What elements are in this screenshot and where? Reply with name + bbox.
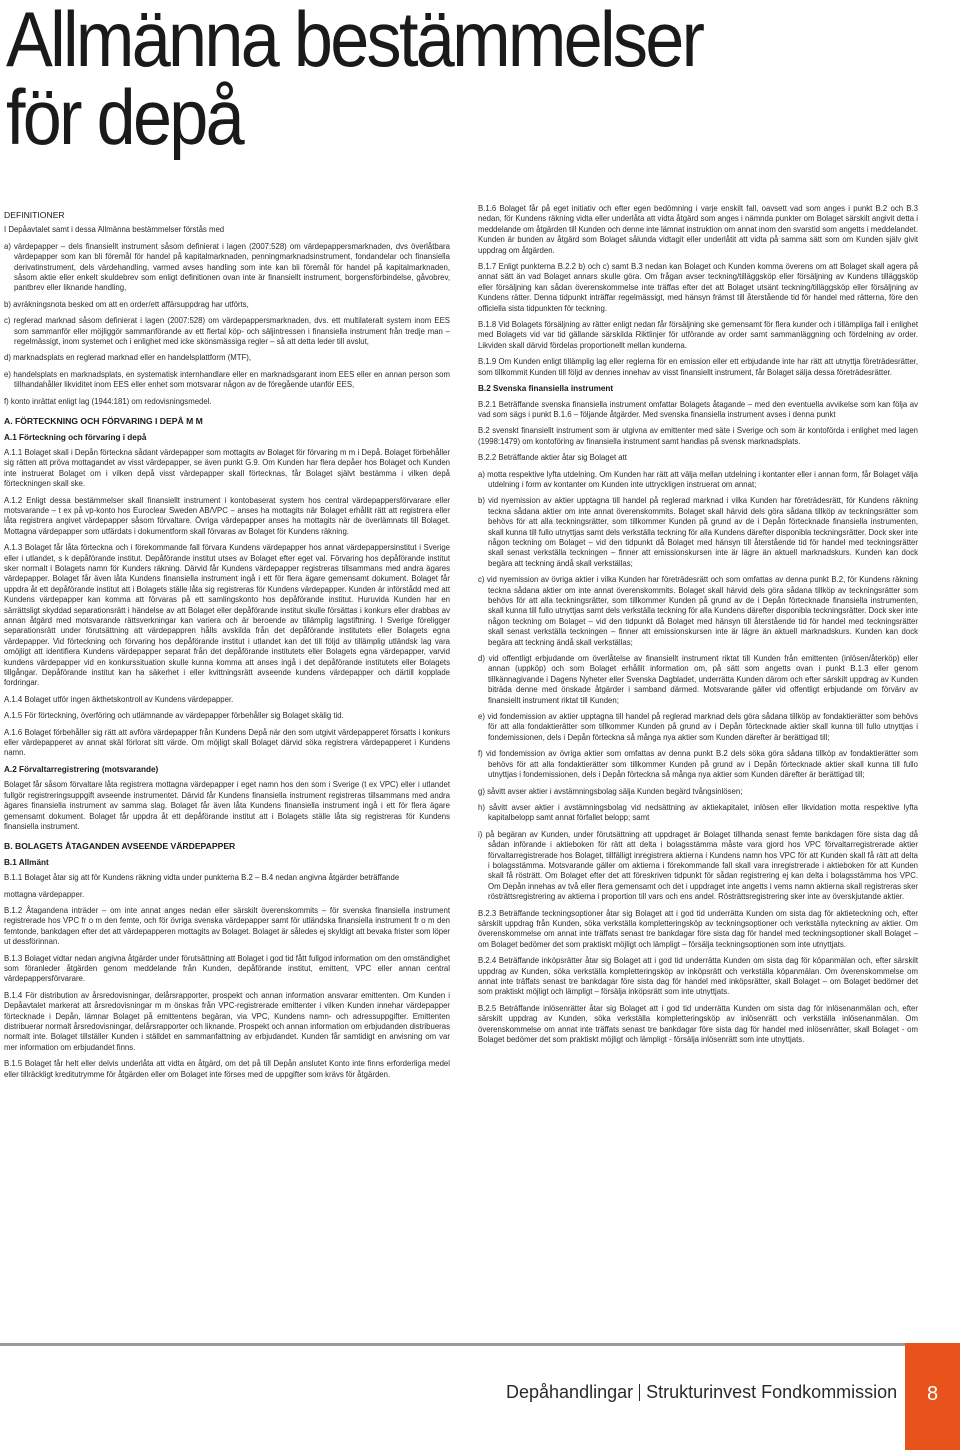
clause-b24: B.2.4 Beträffande inköpsrätter åtar sig Bolaget att i god tid underrätta Kunden om sista dag för köpanmälan och, efter särskilt uppdrag av Kunden, söka verkställa kompletteringsköp av inköpsrätt och verkställa köpanmälan. Om överenskommelse om annat inte träffats senast tre bankdagar före sista dag för handel med inköpsrätter, skall Bolaget – om Bolaget bedömer det som praktiskt möjligt och lämpligt – försälja inköpsrätt som inte utnyttjats. <box>478 956 918 997</box>
clause-b22-a: a) motta respektive lyfta utdelning. Om Kunden har rätt att välja mellan utdelning i kontanter eller i annan form, får Bolaget välja utdelning i form av kontanter om Kunden inte uttryckligen instruerat om annat; <box>478 469 918 489</box>
clause-b13: B.1.3 Bolaget vidtar nedan angivna åtgärder under förutsättning att Bolaget i god tid fått fullgod information om den omständighet som föranleder åtgärden genom meddelande från Kunden, depåförande institut, emittent, VPC eller annan central värdepappersförvarare. <box>4 953 450 984</box>
page-title <box>6 0 703 161</box>
definition-d: d) marknadsplats en reglerad marknad eller en handelsplattform (MTF), <box>4 353 252 363</box>
clause-b11: B.1.1 Bolaget åtar sig att för Kundens räkning vidta under punkterna B.2 – B.4 nedan angivna åtgärder beträffande <box>4 873 400 883</box>
definition-f: f) konto inrättat enligt lag (1944:181) om redovisningsmedel. <box>4 396 212 406</box>
clause-b22-i: i) på begäran av Kunden, under förutsättning att uppdraget är Bolaget tillhanda senast femte bankdagen före sista dag då sådan införande i aktieboken för rätt att delta i bolagsstämma måste vara gjord hos VPC förvaltarregistrerade aktier förvaltarregistrerade hos Bolaget, tillfälligt inregistrera aktierna i Kundens namn hos VPC för att Kunden skall få rätt att delta i bolagsstämma. Motsvarande gäller om aktierna i förekommande fall skall vara inregistrerade i aktieboken för att Kunden skall få rösträtt. Om Bolaget efter det att föreskriven tidpunkt för sådan registrering ej kan delta i bolagsstämma hos VPC. Om Depån innehas av två eller flera gemensamt och det i uppdraget inte angetts i vems namn aktierna skall registreras sker rösträttsregistrering av aktierna i proportion till vars och ens andel. Rösträttsregistrering sker inte av överskjutande aktier. <box>478 829 918 902</box>
clause-a12: A.1.2 Enligt dessa bestämmelser skall finansiellt instrument i kontobaserat system hos central värdepappersförvarare eller motsvarande – t ex på vp-konto hos Euroclear Sweden AB/VPC – anses ha mottagits när Bolaget erhållit rätt att registrera eller låta registrera angivet värdepapper såsom förvaltare. Övriga värdepapper anses ha mottagits när de överlämnats till Bolaget. Mottagna värdepapper som utfärdats i dokumentform skall förvaras av Bolaget för Kundens räkning. <box>4 495 450 536</box>
clause-b19: B.1.9 Om Kunden enligt tillämplig lag eller reglerna för en emission eller ett erbjudande inte har rätt att utnyttja företrädesrätter, som tillkommit Kunden till följd av dennes innehav av visst finansiellt instrument, får Bolaget sälja dessa företrädesrätter. <box>478 357 918 377</box>
section-a-heading: A. FÖRTECKNING OCH FÖRVARING I DEPÅ M M <box>4 416 203 427</box>
definition-b: b) avräkningsnota besked om att en order/ett affärsuppdrag har utförts, <box>4 299 249 309</box>
clause-a16: A.1.6 Bolaget förbehåller sig rätt att avföra värdepapper från Kundens Depå när den som utgivit värdepapperet försatts i konkurs eller värdepapperet av annat skäl förlorat sitt värde. Om möjligt skall Bolaget därvid söka registrera värdepapperet i Kundens namn. <box>4 727 450 758</box>
clause-a2: Bolaget får såsom förvaltare låta registrera mottagna värdepapper i eget namn hos den som i Sverige (t ex VPC) eller i utlandet fullgör registreringsuppgift avseende instrumentet. Därvid får Kundens finansiella instrument registreras tillsammans med andra ägares finansiella instrument av samma slag. Bolaget får även låta Kundens finansiella instrument ingå i ett för flera ägare gemensamt dokument. Bolaget får uppdra åt ett depåförande institut att i Bolagets ställe låta sig registreras för Kundens finansiella instrument. <box>4 780 450 831</box>
clause-b11-cont: mottagna värdepapper. <box>4 889 85 899</box>
section-a1-heading: A.1 Förteckning och förvaring i depå <box>4 432 147 442</box>
right-column <box>478 204 918 1051</box>
clause-a11: A.1.1 Bolaget skall i Depån förteckna sådant värdepapper som mottagits av Bolaget för förvaring m m i Depå. Bolaget förbehåller sig rätten att pröva mottagandet av visst värdepapper, se även punkt G.9. Om Kunden har flera depåer hos Bolaget och Kunden inte instruerat Bolaget om i vilken depå visst värdepapper skall förtecknas, får Bolaget självt bestämma i vilken depå förteckningen skall ske. <box>4 447 450 489</box>
clause-a15: A.1.5 För förteckning, överföring och utlämnande av värdepapper förbehåller sig Bolaget skälig tid. <box>4 711 344 721</box>
clause-b22-e: e) vid fondemission av aktier upptagna till handel på reglerad marknad dels göra sådana tillköp av fondaktierätter som behövs för att alla fondaktierätter som tillkommer Kunden på grund av i Depån förtecknade aktier skall kunna till fullo utnyttjas i fondemissionen, dels i Depån förteckna så många nya aktier som Kunden därefter är berättigad till; <box>478 712 918 742</box>
clause-b22: B.2.2 Beträffande aktier åtar sig Bolaget att <box>478 453 627 463</box>
footer-divider <box>0 1343 905 1346</box>
title-line-2: för depå <box>6 73 242 161</box>
footer-company: Strukturinvest Fondkommission <box>646 1382 898 1402</box>
section-a2-heading: A.2 Förvaltarregistrering (motsvarande) <box>4 764 159 774</box>
clause-b21: B.2.1 Beträffande svenska finansiella instrument omfattar Bolagets åtagande – med den eventuella avvikelse som kan följa av vad som sägs i punkt B.1.6 – följande åtgärder. Med svenska finansiella instrument avses i denna punkt <box>478 399 918 419</box>
clause-b22-f: f) vid fondemission av övriga aktier som omfattas av denna punkt B.2 dels söka göra sådana tillköp av fondaktierätter som behövs för att alla fondaktierätter som tillkommer Kunden på grund av i Depån förtecknade aktier skall kunna till fullo utnyttjas i fondemissionen, dels i Depån förteckna så många nya aktier som Kunden därefter är berättigad till; <box>478 749 918 780</box>
clause-b22-g: g) såvitt avser aktier i avstämningsbolag sälja Kunden begärd tvångsinlösen; <box>478 786 743 796</box>
definition-a: a) värdepapper – dels finansiellt instrument såsom definierat i lagen (2007:528) om värdepappersmarknaden, dvs överlåtbara värdepapper som kan bli föremål för handel på kapitalmarknaden, penningmarknadsinstrument, fondandelar och finansiella derivatinstrument, dels värdehandling, varmed avses handling som inte kan bli föremål för handel på kapitalmarknaden, såsom aktie eller enkelt skuldebrev som enligt definitionen ovan inte är finansiellt instrument, borgensförbindelse, gåvobrev, pantbrev eller liknande handling, <box>4 241 450 293</box>
section-b2-heading: B.2 Svenska finansiella instrument <box>478 384 614 394</box>
title-line-1: Allmänna bestämmelser <box>6 0 703 83</box>
clause-b17: B.1.7 Enligt punkterna B.2.2 b) och c) samt B.3 nedan kan Bolaget och Kunden komma överens om att Bolaget skall agera på annat sätt än vad Bolaget annars skulle göra. Om frågan avser teckning/tilläggsköp eller försäljning av Kundens tilläggsköp eller försäljning kan sådan överenskommelse inte träffas efter det att Bolaget utsänt teckning/tilläggsköp eller försäljning av Kundens rätter. Denna tidpunkt inträffar regelmässigt, med hänsyn främst till återstående tid för handel med rätterna, före den officiella sista tidpunkten för teckning. <box>478 262 918 313</box>
clause-a14: A.1.4 Bolaget utför ingen äkthetskontroll av Kundens värdepapper. <box>4 694 234 704</box>
page-number-box <box>905 1343 960 1450</box>
clause-b22-d: d) vid offentligt erbjudande om överlåtelse av finansiellt instrument riktat till Kunden från emittenten (inlösen/återköp) eller annan (uppköp) och som Bolaget erhållit information om, på sätt som angetts ovan i punkt B.1.3 eller genom tillkännagivande i Dagens Nyheter eller Svenska Dagbladet, underrätta Kunden därom och efter särskilt uppdrag av Kunden biträda denne med önskade åtgärder i samband därmed. Motsvarande gäller vid offentligt erbjudande om förvärv av finansiellt instrument riktat till Kunden; <box>478 654 918 705</box>
clause-b14: B.1.4 För distribution av årsredovisningar, delårsrapporter, prospekt och annan information ansvarar emittenten. Om Kunden i Depåavtalet markerat att årsredovisningar m m önskas från VPC-registrerade emittenter i vilken Kunden innehar värdepapper förtecknade i Depån, lämnar Bolaget på emittentens begäran, via VPC, Kundens namn- och adressuppgifter. Emittenten distribuerar normalt årsredovisningar, delårsrapporter och liknande. Prospekt och annan information om erbjudanden distribueras normalt inte. Bolaget tillställer Kunden i ställdet en sammanfattning av erbjudandet. Kunden får samtidigt en anvisning om var mer information om erbjudandet finns. <box>4 990 450 1052</box>
definition-c: c) reglerad marknad såsom definierat i lagen (2007:528) om värdepappersmarknaden, dvs. ett multilateralt system inom EES som sammanför eller möjliggör sammanförande av ett flertal köp- och säljintressen i finansiella instrument från tredje man – regelmässigt, inom systemet och i enlighet med icke skönsmässiga regler – så att detta leder till avslut, <box>4 316 450 347</box>
clause-b22-c: c) vid nyemission av övriga aktier i vilka Kunden har företrädesrätt och som omfattas av denna punkt B.2, för Kundens räkning teckna sådana aktier om inte annat överenskommits. Bolaget skall härvid dels göra sådana tillköp av teckningsrätter som behövs för att alla teckningsrätter, som tillkommer Kunden på grund av de i Depån förtecknade finansiella instrumenten, skall kunna till fullo utnyttjas samt dels verkställa teckning för alla Kundens därefter disponibla teckningsrätter. Dock sker inte någon teckning om Bolaget – vid den tidpunkt då Bolaget med hänsyn till återstående tid för handel med teckningsrätter skall senast verkställa teckningen – finner att emissionskursen inte är lägre än aktuell marknadskurs. Kunden kan dock begära att teckning ändå skall verkställas; <box>478 575 918 647</box>
definitions-heading: DEFINITIONER <box>4 210 65 220</box>
clause-b23: B.2.3 Beträffande teckningsoptioner åtar sig Bolaget att i god tid underrätta Kunden om sista dag för aktieteckning och, efter särskilt uppdrag från Kunden, söka verkställa kompletteringsköp av teckningsoptioner och verkställa nyteckning av aktier. Om överenskommelse om annat inte träffats senast tre bankdagar före sista dag för handel med teckningsoptioner skall Bolaget – om Bolaget bedömer det som praktiskt möjligt och lämpligt – försälja teckningsoptionen som inte utnyttjats. <box>478 908 918 949</box>
left-column <box>4 206 450 1086</box>
footer-doc-name: Depåhandlingar <box>506 1382 634 1402</box>
clause-b15: B.1.5 Bolaget får helt eller delvis underlåta att vidta en åtgärd, om det på till Depån anslutet Konto inte finns erforderliga medel eller tillräckligt kreditutrymme för åtgärden eller om Bolaget inte förses med de uppgifter som krävs för åtgärden. <box>4 1059 450 1079</box>
section-b1-heading: B.1 Allmänt <box>4 857 49 867</box>
clause-b25: B.2.5 Beträffande inlösenrätter åtar sig Bolaget att i god tid underrätta Kunden om sista dag för inlösenanmälan och, efter särskilt uppdrag av Kunden, söka verkställa kompletteringsköp av inlösenrätt och verkställa inlösenanmälan. Om överenskommelse om annat inte träffats senast tre bankdagar före sista dag för handel med inlösenrätter, skall Bolaget - om Bolaget bedömer det som praktiskt möjligt och lämpligt - försälja inlösenrätt som inte utnyttjats. <box>478 1003 918 1045</box>
clause-b22-h: h) såvitt avser aktier i avstämningsbolag vid nedsättning av aktiekapitalet, inlösen eller likvidation motta respektive lyfta kapitalbelopp samt annat förfallet belopp; samt <box>478 802 918 823</box>
clause-b12: B.1.2 Åtagandena inträder – om inte annat anges nedan eller särskilt överenskommits – för svenska finansiella instrument registrerade hos VPC fr o m den femte, och för övriga svenska värdepapper samt för utländska finansiella instrument fr o m den femtonde, bankdagen efter det att värdepapperen mottagits av Bolaget. Bolaget är således ej skyldigt att bevaka frister som löper ut dessförinnan. <box>4 905 450 947</box>
clause-b16: B.1.6 Bolaget får på eget initiativ och efter egen bedömning i varje enskilt fall, oavsett vad som anges i punkt B.2 och B.3 nedan, för Kundens räkning vidta eller underlåta att vidta åtgärd som anges i nämnda punkter om Bolaget särskilt angivit detta i meddelande om åtgärden till Kunden och denne inte lämnat instruktion om annat inom den svarstid som angetts i meddelandet. Kunden är bunden av åtgärd som Bolaget sålunda vidtagit eller underlåtit att vidta på samma sätt som om Kunden själv givit uppdrag om åtgärden. <box>478 204 918 255</box>
definition-e: e) handelsplats en marknadsplats, en systematisk internhandlare eller en marknadsgarant inom EES eller en annan person som tillhandahåller likviditet inom EES eller enhet som motsvarar någon av de föregående utanför EES, <box>4 369 450 390</box>
footer-label <box>506 1382 897 1403</box>
clause-b18: B.1.8 Vid Bolagets försäljning av rätter enligt nedan får försäljning ske gemensamt för flera kunder och i tillämpliga fall i enlighet med Bolagets vid var tid gällande särskilda Riktlinjer för utförande av order samt sammanläggning och fördelning av order. Likviden skall därvid fördelas proportionellt mellan kunderna. <box>478 320 918 350</box>
clause-b22-b: b) vid nyemission av aktier upptagna till handel på reglerad marknad i vilka Kunden har företrädesrätt, för Kundens räkning teckna sådana aktier om inte annat överenskommits. Bolaget skall härvid dels göra sådana tillköp av teckningsrätter som behövs för att alla teckningsrätter, som tillkommer Kunden på grund av de i Depån förtecknade finansiella instrumenten, skall kunna till fullo utnyttjas samt dels verkställa teckning för alla Kundens därefter disponibla teckningsrätter. Dock sker inte någon teckning om Bolaget – vid den tidpunkt då Bolaget med hänsyn till återstående tid för handel med teckningsrätter skall senast verkställa teckningen – finner att emissionskursen inte är lägre än aktuell marknadskurs. Kunden kan dock begära att teckning ändå skall verkställas; <box>478 496 918 568</box>
page-number: 8 <box>926 1383 939 1405</box>
footer-separator <box>639 1384 640 1401</box>
clause-b21-cont: B.2 svenskt finansiellt instrument som är utgivna av emittenter med säte i Sverige och som är kontoförda i enlighet med lagen (1998:1479) om kontoföring av finansiella instrument samt handlas på svensk marknadsplats. <box>478 426 918 446</box>
clause-a13: A.1.3 Bolaget får låta förteckna och i förekommande fall förvara Kundens värdepapper hos annat värdepappersinstitut i Sverige eller i utlandet, s k depåförande institut. Depåförande institut utses av Bolaget efter eget val. Förvaring hos depåförande institut sker normalt i Bolagets namn för Kunders räkning. Därvid får Kundens värdepapper registreras tillsammans med andra ägares värdepapper. Bolaget får även låta Kundens finansiella instrument ingå i ett för flera ägare gemensamt dokument. Bolaget får uppdra åt ett depåförande institut att i Bolagets ställe låta sig registreras för Kundens värdepapper. Kunden är införstådd med att Kundens värdepapper kan komma att förvaras på ett samlingskonto hos depåförande institut. Huruvida Kunden har en särrättsligt skyddad separationsrätt i händelse av att Bolaget eller depåförande institut skulle försättas i konkurs eller drabbas av annan åtgärd med motsvarande rättsverkningar kan variera och är beroende av tillämplig lagstiftning. I Sverige föreligger separationsrätt under förutsättning att värdepappren hålls avskilda från det depåförande institutets eller Bolagets egna värdepapper. Vid förteckning och förvaring hos depåförande institut i utlandet kan det till följd av tillämplig utländsk lag vara omöjligt att identifiera Kundens värdepapper separat från det depåförande institutets eller Bolagets egna värdepapper, varvid kundens värdepapper vid en konkurssituation skulle kunna komma att anses ingå i det depåförande institutets eller Bolagets tillgångar. Depåförande institut kan ha säkerhet i eller kvittningsrätt avseende kundens värdepapper och därtill kopplade fordringar. <box>4 543 450 688</box>
definitions-intro: I Depåavtalet samt i dessa Allmänna bestämmelser förstås med <box>4 225 225 235</box>
section-b-heading: B. BOLAGETS ÅTAGANDEN AVSEENDE VÄRDEPAPPER <box>4 841 236 852</box>
